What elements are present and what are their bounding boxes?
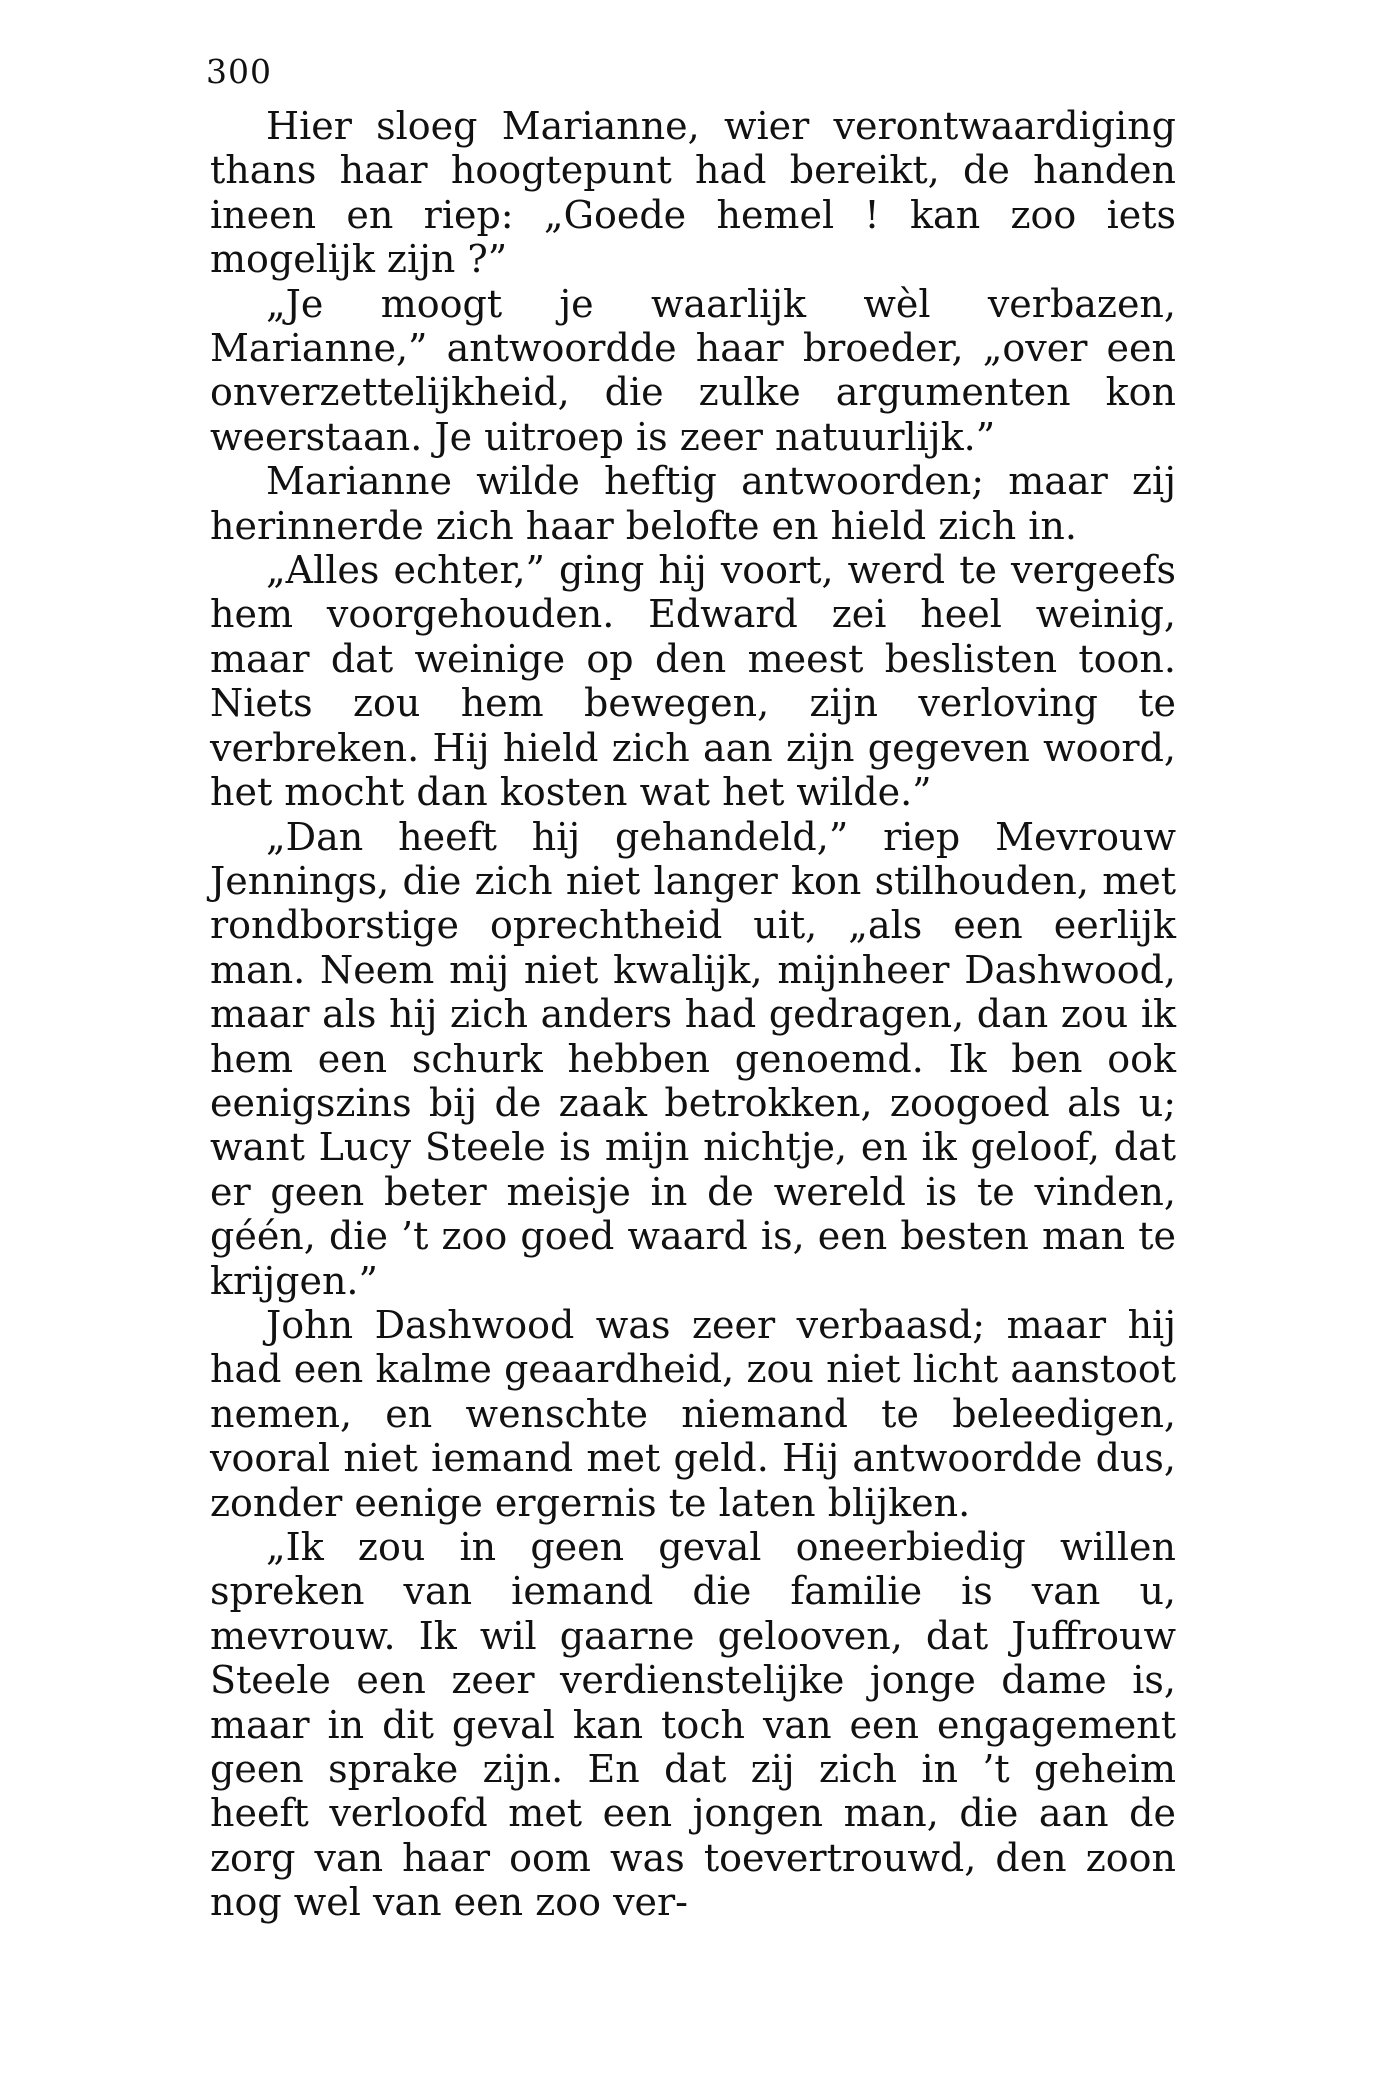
paragraph-3: Marianne wilde heftig antwoorden; maar zij herinnerde zich haar belofte en hield zich in. [210,459,1176,548]
paragraph-5: „Dan heeft hij gehandeld,” riep Mevrouw Jennings, die zich niet langer kon stilhouden, met rondborstige oprechtheid uit, „als een eerlijk man. Neem mij niet kwalijk, mijnheer Dashwood, maar als hij zich anders had gedragen, dan zou ik hem een schurk hebben genoemd. Ik ben ook eenigszins bij de zaak betrokken, zoogoed als u; want Lucy Steele is mijn nichtje, en ik geloof, dat er geen beter meisje in de wereld is te vinden, géén, die ’t zoo goed waard is, een besten man te krijgen.” [210,814,1176,1303]
body-text [210,104,1176,1925]
paragraph-2: „Je moogt je waarlijk wèl verbazen, Marianne,” antwoordde haar broeder, „over een onverzettelijkheid, die zulke argumenten kon weerstaan. Je uitroep is zeer natuurlijk.” [210,281,1176,459]
paragraph-6: John Dashwood was zeer verbaasd; maar hij had een kalme geaardheid, zou niet licht aanstoot nemen, en wenschte niemand te beleedigen, vooral niet iemand met geld. Hij antwoordde dus, zonder eenige ergernis te laten blijken. [210,1302,1176,1525]
page-number: 300 [206,52,272,91]
paragraph-7: „Ik zou in geen geval oneerbiedig willen spreken van iemand die familie is van u, mevrouw. Ik wil gaarne gelooven, dat Juffrouw Steele een zeer verdienstelijke jonge dame is, maar in dit geval kan toch van een engagement geen sprake zijn. En dat zij zich in ’t geheim heeft verloofd met een jongen man, die aan de zorg van haar oom was toevertrouwd, den zoon nog wel van een zoo ver- [210,1525,1176,1925]
paragraph-4: „Alles echter,” ging hij voort, werd te vergeefs hem voorgehouden. Edward zei heel weinig, maar dat weinige op den meest beslisten toon. Niets zou hem bewegen, zijn verloving te verbreken. Hij hield zich aan zijn gegeven woord, het mocht dan kosten wat het wilde.” [210,548,1176,815]
paragraph-1: Hier sloeg Marianne, wier verontwaardiging thans haar hoogtepunt had bereikt, de handen ineen en riep: „Goede hemel ! kan zoo iets mogelijk zijn ?” [210,104,1176,282]
